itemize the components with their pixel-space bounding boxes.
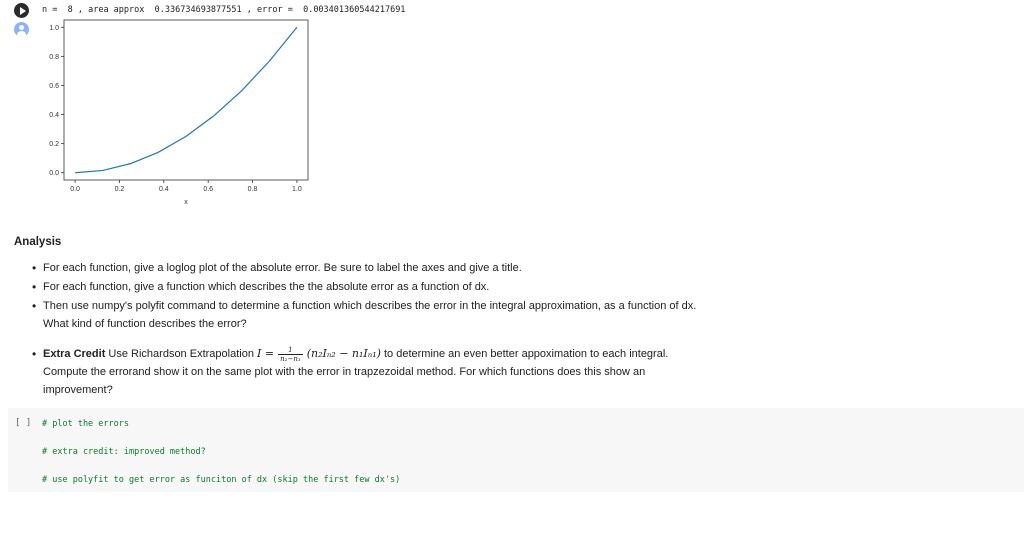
x-tick-label: 1.0 <box>292 186 302 193</box>
fraction-numerator: 1 <box>278 346 303 355</box>
x-tick-label: 0.8 <box>247 186 258 193</box>
cell-run-indicator[interactable]: [ ] <box>15 418 32 428</box>
x-tick-label: 0.0 <box>70 186 80 193</box>
code-cell[interactable] <box>8 408 1024 492</box>
bullet-3-line-1: Then use numpy's polyfit command to determine a function which describes the error in the integral approximation, as a function of dx. <box>43 300 697 312</box>
bullet-3-line-2: What kind of function describes the error? <box>43 318 247 330</box>
x-tick-label: 0.2 <box>114 186 125 193</box>
line-chart <box>40 18 315 208</box>
code-line-3: # use polyfit to get error as funciton of dx (skip the first few dx's) <box>42 475 401 485</box>
area-value: 0.336734693877551 <box>154 5 242 15</box>
y-tick-label: 0.4 <box>49 112 59 120</box>
output-text <box>42 5 405 15</box>
code-editor[interactable] <box>42 417 400 487</box>
x-tick-label: 0.6 <box>203 186 214 193</box>
error-label: , error = <box>246 5 293 15</box>
fraction-denominator: n₂−n₁ <box>280 354 301 363</box>
bullet-4-line-3: improvement? <box>43 384 113 396</box>
area-label: , area approx <box>77 5 145 15</box>
x-tick-label: 0.4 <box>158 186 169 193</box>
y-tick-label: 0.2 <box>49 141 59 149</box>
n-value: 8 <box>67 5 73 15</box>
math-fraction <box>278 346 303 363</box>
y-tick-label: 1.0 <box>49 24 59 32</box>
analysis-bullet-1 <box>43 259 1004 277</box>
y-tick-label: 0.6 <box>49 82 59 90</box>
y-tick-label: 0.8 <box>49 53 59 61</box>
analysis-bullet-3 <box>43 297 1004 333</box>
code-line-1: # plot the errors <box>42 419 129 429</box>
bullet-1-text: For each function, give a loglog plot of the absolute error. Be sure to label the axes and give a title. <box>43 262 522 274</box>
bullet-4-text-1: Use Richardson Extrapolation <box>108 348 254 360</box>
analysis-bullet-4 <box>43 345 1004 399</box>
analysis-markdown <box>14 233 1004 400</box>
bullet-4-line-2: Compute the errorand show it on the same plot with the error in trapzezoidal method. For which functions does this show an <box>43 366 646 378</box>
plot-frame <box>64 20 308 180</box>
x-axis-label: x <box>184 199 188 206</box>
bullet-2-text: For each function, give a function which describes the the absolute error as a function of dx. <box>43 281 490 293</box>
analysis-bullet-2 <box>43 278 1004 296</box>
math-I: I = <box>257 347 275 360</box>
math-expression: (n₂Iₙ₂ − n₁Iₙ₁) <box>306 347 381 360</box>
n-label: n = <box>42 5 58 15</box>
code-line-2: # extra credit: improved method? <box>42 447 206 457</box>
run-cell-button[interactable] <box>14 3 29 18</box>
bullet-4-text-2: to determine an even better appoximation to each integral. <box>383 348 669 360</box>
extra-credit-label: Extra Credit <box>43 348 106 360</box>
y-tick-label: 0.0 <box>49 170 59 178</box>
analysis-list <box>14 259 1004 399</box>
output-avatar-icon <box>14 22 29 37</box>
error-value: 0.003401360544217691 <box>303 5 406 15</box>
analysis-heading: Analysis <box>14 236 62 248</box>
